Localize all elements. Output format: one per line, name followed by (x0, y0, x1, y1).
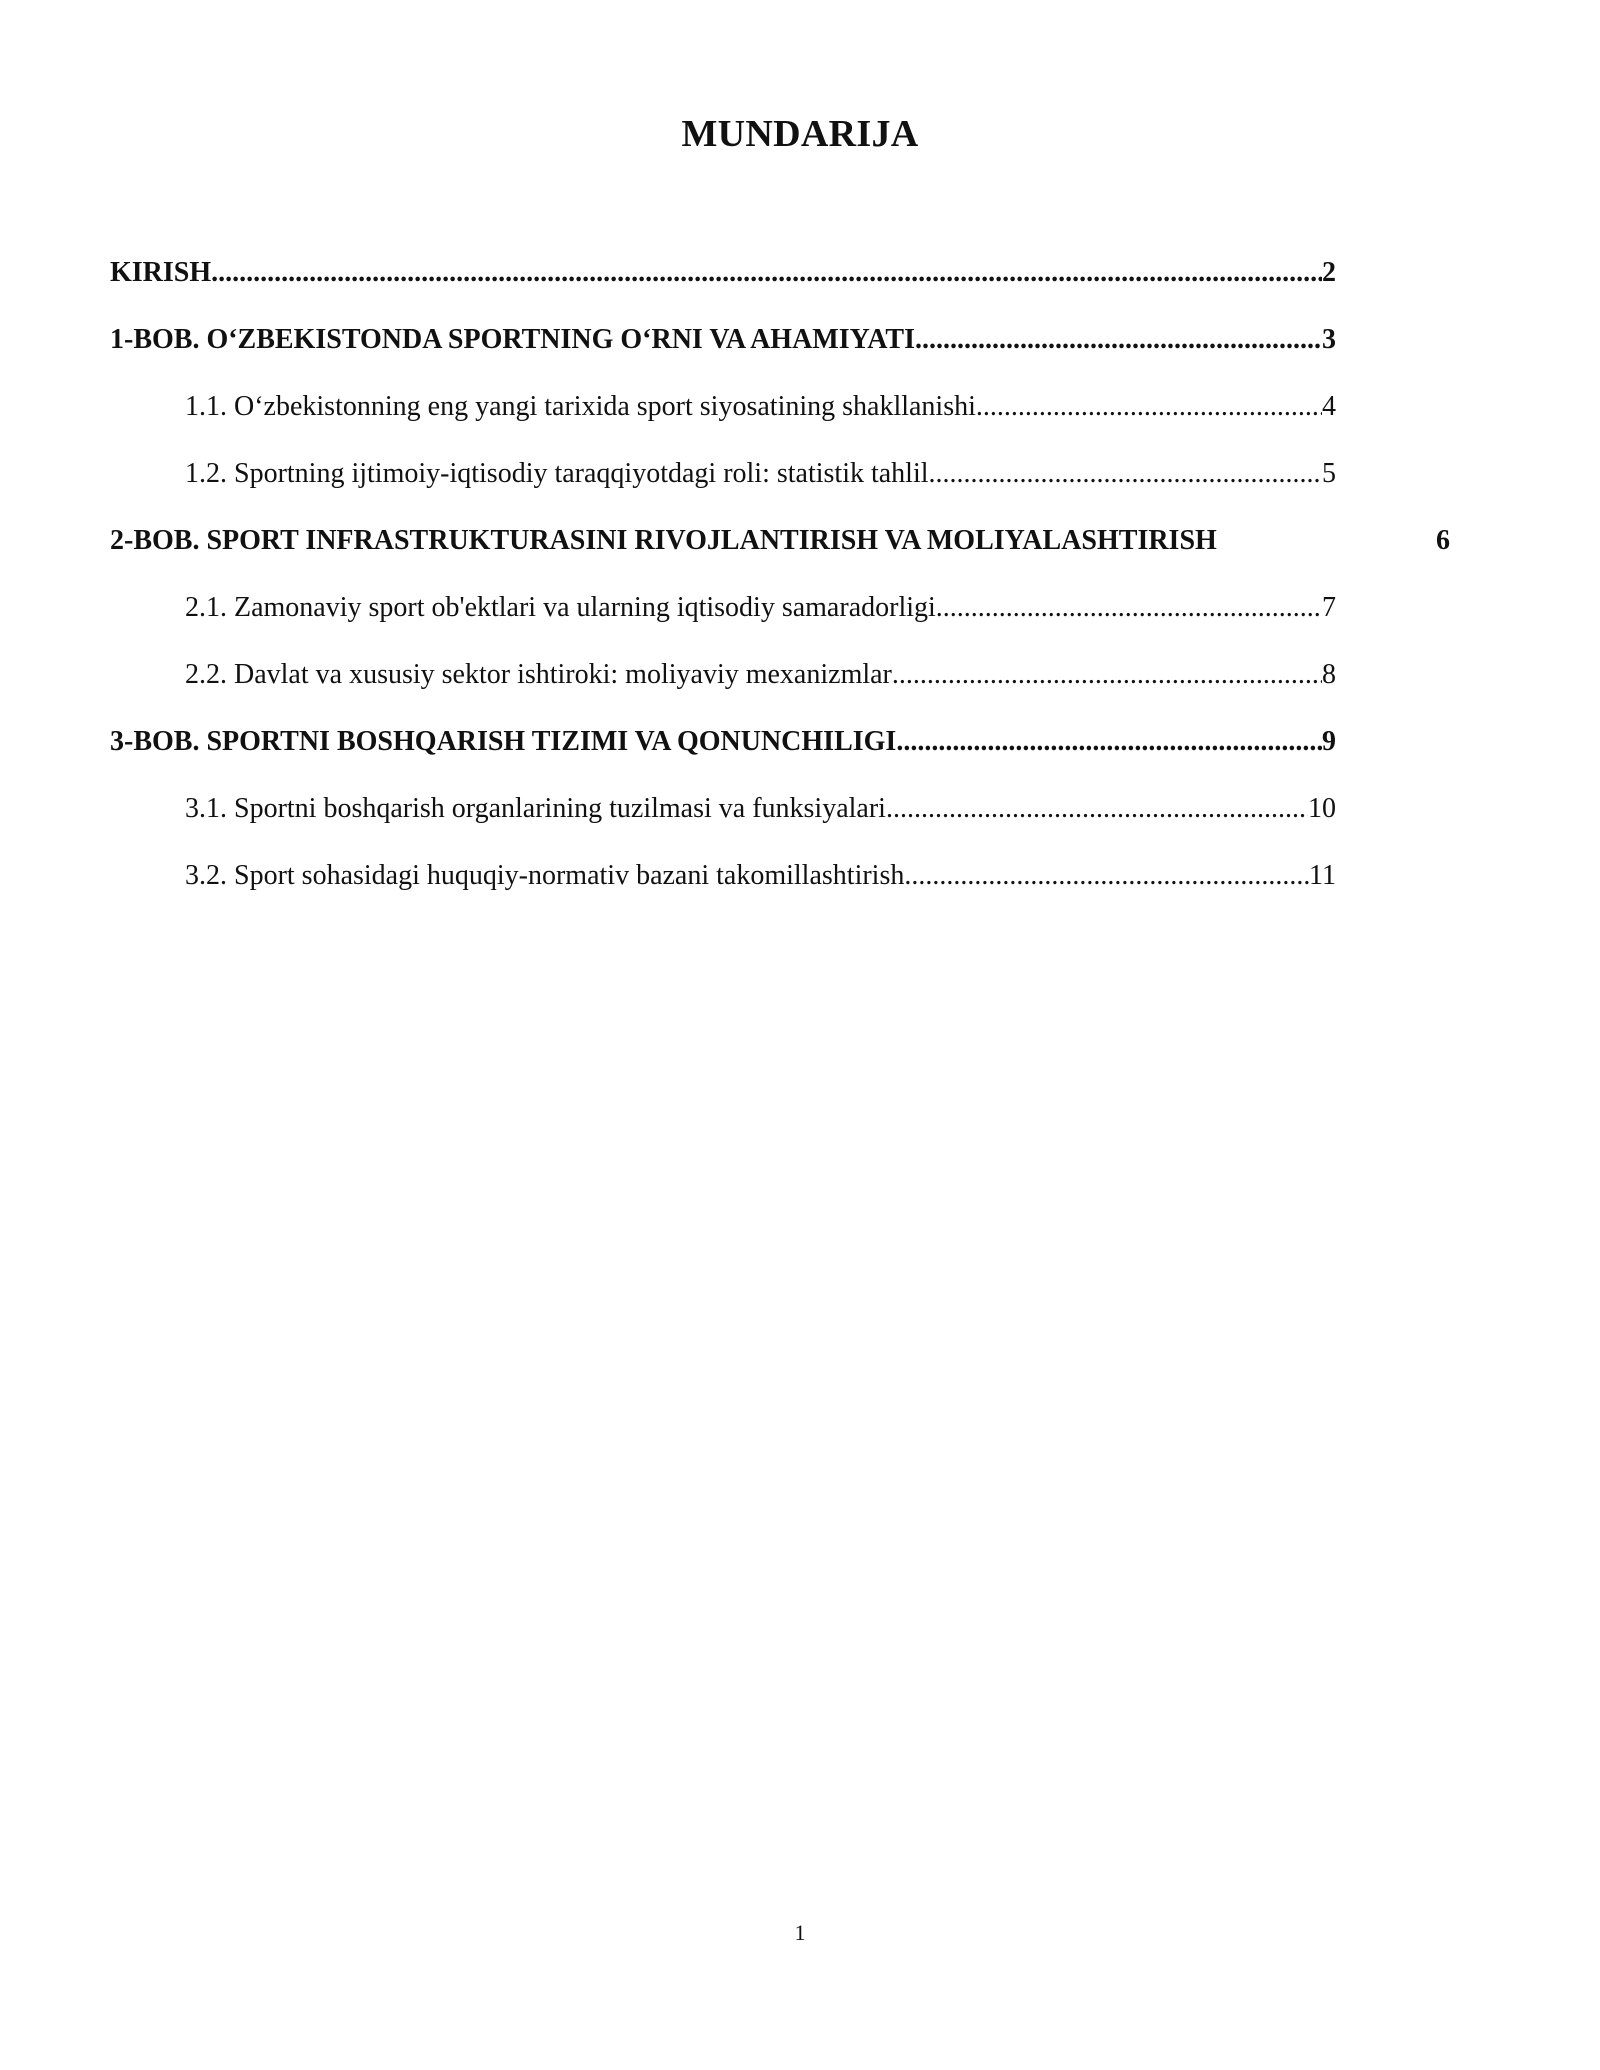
dot-leader (904, 859, 1309, 893)
toc-entry-label: 2-BOB. SPORT INFRASTRUKTURASINI RIVOJLANTIRISH VA MOLIYALASHTIRISH (110, 525, 1217, 556)
toc-entry-section-2-1[interactable] (185, 591, 1336, 625)
toc-entry-kirish[interactable] (110, 256, 1336, 290)
toc-entry-label: 2.2. Davlat va xususiy sektor ishtiroki: moliyaviy mexanizmlar (185, 659, 892, 690)
toc-entry-chapter-3[interactable] (110, 725, 1336, 759)
toc-entry-page: 10 (1308, 793, 1336, 824)
toc-entry-page: 5 (1322, 458, 1336, 489)
toc-entry-section-3-2[interactable] (185, 859, 1336, 893)
dot-leader (915, 323, 1322, 357)
toc-entry-label: 3-BOB. SPORTNI BOSHQARISH TIZIMI VA QONUNCHILIGI (110, 726, 897, 757)
page-number: 1 (794, 1920, 806, 1945)
toc-entry-label: KIRISH (110, 257, 212, 288)
toc-entry-label: 3.1. Sportni boshqarish organlarining tuzilmasi va funksiyalari (185, 793, 886, 824)
toc-entry-section-1-2[interactable] (185, 457, 1336, 491)
toc-entry-page: 7 (1322, 592, 1336, 623)
dot-leader (886, 792, 1308, 826)
page-title: MUNDARIJA (681, 113, 919, 155)
dot-leader (896, 725, 1322, 759)
toc-entry-chapter-1[interactable] (110, 323, 1336, 357)
dot-leader (936, 591, 1322, 625)
toc-entry-section-3-1[interactable] (185, 792, 1336, 826)
toc-entry-page: 6 (1436, 525, 1450, 556)
toc-entry-label: 2.1. Zamonaviy sport ob'ektlari va ularning iqtisodiy samaradorligi (185, 592, 936, 623)
toc-entry-page: 4 (1322, 391, 1336, 422)
toc-entry-section-1-1[interactable] (185, 390, 1336, 424)
toc-entry-page: 2 (1322, 257, 1336, 288)
toc-entry-page: 8 (1322, 659, 1336, 690)
toc-entry-label: 1.2. Sportning ijtimoiy-iqtisodiy taraqqiyotdagi roli: statistik tahlil (185, 458, 929, 489)
toc-entry-section-2-2[interactable] (185, 658, 1336, 692)
dot-leader (211, 256, 1322, 290)
dot-leader (929, 457, 1322, 491)
dot-leader (892, 658, 1322, 692)
toc-entry-page: 3 (1322, 324, 1336, 355)
toc-entry-chapter-2[interactable] (110, 524, 1450, 558)
toc-entry-label: 1.1. O‘zbekistonning eng yangi tarixida sport siyosatining shakllanishi (185, 391, 976, 422)
toc-entry-page: 11 (1309, 860, 1336, 891)
toc-entry-label: 3.2. Sport sohasidagi huquqiy-normativ bazani takomillashtirish (185, 860, 905, 891)
toc-entry-label: 1-BOB. O‘ZBEKISTONDA SPORTNING O‘RNI VA AHAMIYATI (110, 324, 915, 355)
dot-leader (976, 390, 1322, 424)
toc-entry-page: 9 (1322, 726, 1336, 757)
